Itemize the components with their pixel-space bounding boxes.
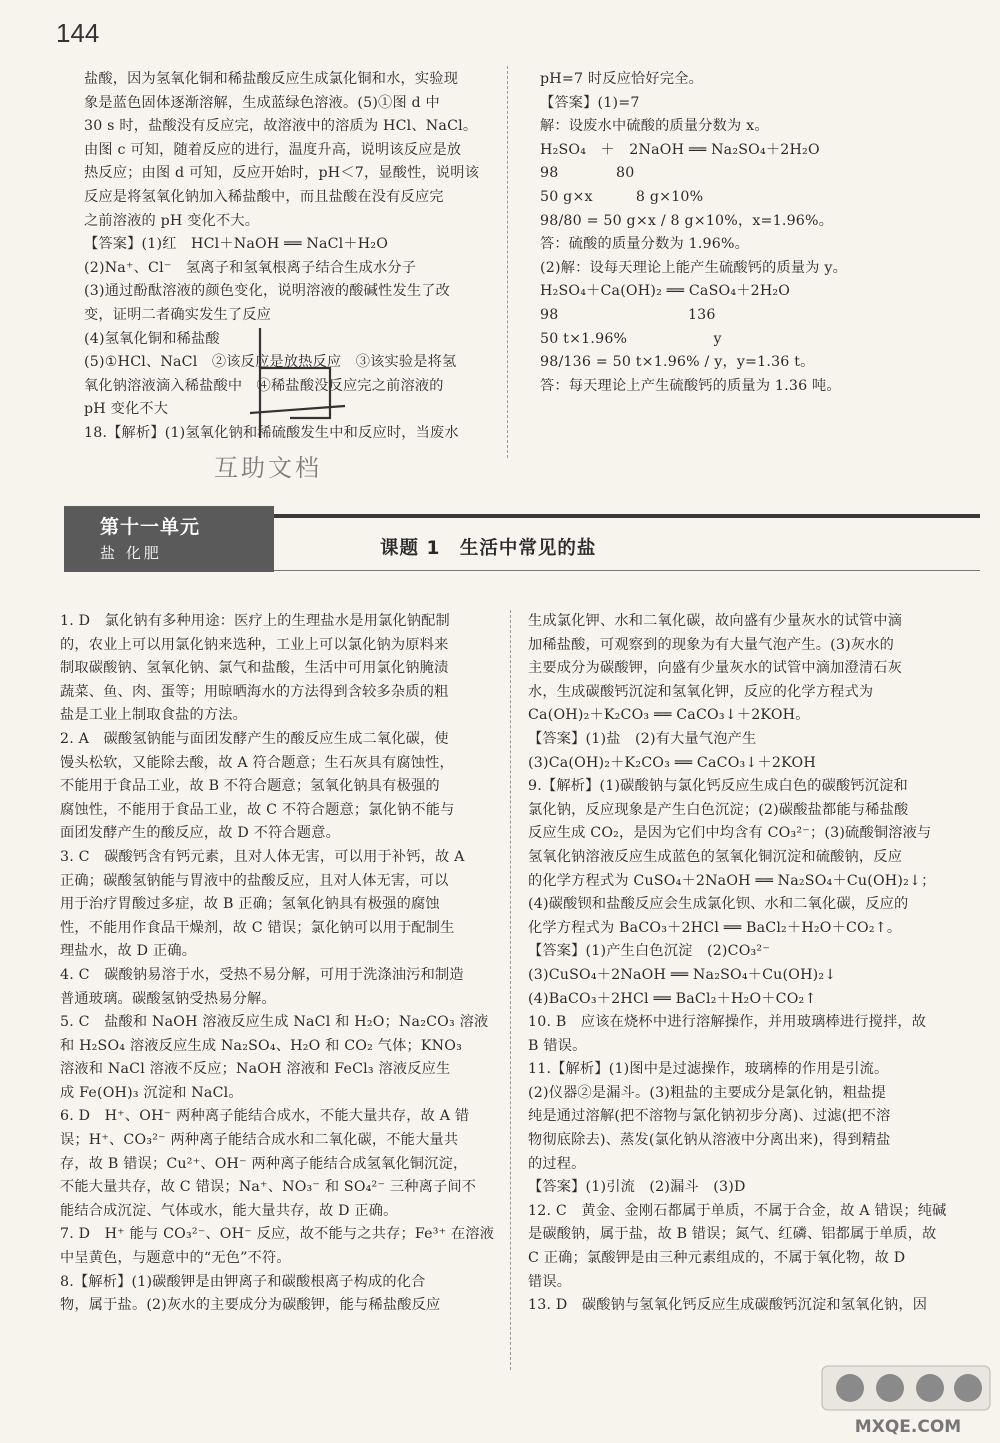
text-line: 8.【解析】(1)碳酸钾是由钾离子和碳酸根离子构成的化合 bbox=[60, 1273, 426, 1290]
text-line: 氯化钠，反应现象是产生白色沉淀；(2)碳酸盐都能与稀盐酸 bbox=[528, 801, 909, 818]
text-line: 9.【解析】(1)碳酸钠与氯化钙反应生成白色的碳酸钙沉淀和 bbox=[528, 778, 908, 795]
text-line: (4)碳酸钡和盐酸反应会生成氯化钡、水和二氧化碳，反应的 bbox=[528, 896, 909, 913]
text-line: 存，故 B 错误；Cu²⁺、OH⁻ 两种离子能结合成氢氧化铜沉淀， bbox=[60, 1155, 468, 1172]
bottom-left-column bbox=[60, 610, 494, 1318]
pen-scribble bbox=[230, 318, 360, 458]
unit-header-box bbox=[64, 506, 274, 572]
text-line: (2)解：设每天理论上能产生硫酸钙的质量为 y。 bbox=[540, 259, 847, 276]
text-line: 盐是工业上制取食盐的方法。 bbox=[60, 707, 248, 724]
text-line: (4)BaCO₃＋2HCl ══ BaCl₂＋H₂O＋CO₂↑ bbox=[528, 990, 817, 1007]
text-line: 错误。 bbox=[528, 1273, 572, 1290]
text-line: 纯是通过溶解(把不溶物与氯化钠初步分离)、过滤(把不溶 bbox=[528, 1108, 891, 1125]
text-line: 98/136 = 50 t×1.96% / y，y=1.36 t。 bbox=[540, 354, 815, 371]
text-line: 的过程。 bbox=[528, 1155, 586, 1172]
text-line: 12. C 黄金、金刚石都属于单质，不属于合金，故 A 错误；纯碱 bbox=[528, 1202, 947, 1219]
text-line: 氧化钠溶液滴入稀盐酸中 ④稀盐酸没反应完之前溶液的 bbox=[84, 377, 444, 394]
text-line: 【答案】(1)=7 bbox=[540, 94, 640, 111]
text-line: 【答案】(1)盐 (2)有大量气泡产生 bbox=[528, 730, 757, 747]
text-line: 【答案】(1)红 HCl＋NaOH ══ NaCl＋H₂O bbox=[84, 236, 389, 253]
text-line: 5. C 盐酸和 NaOH 溶液反应生成 NaCl 和 H₂O；Na₂CO₃ 溶液 bbox=[60, 1014, 489, 1031]
text-line: 2. A 碳酸氢钠能与面团发酵产生的酸反应生成二氧化碳，使 bbox=[60, 730, 449, 747]
text-line: 由图 c 可知，随着反应的进行，温度升高，说明该反应是放 bbox=[84, 141, 462, 158]
text-line: 用于治疗胃酸过多症，故 B 正确；氢氧化钠具有极强的腐蚀 bbox=[60, 896, 440, 913]
text-line: 解：设废水中硫酸的质量分数为 x。 bbox=[540, 118, 769, 135]
text-line: 是碳酸钠，属于盐，故 B 错误；氮气、红磷、铝都属于单质，故 bbox=[528, 1226, 937, 1243]
text-line: 误；H⁺、CO₃²⁻ 两种离子能结合成水和二氧化碳，不能大量共 bbox=[60, 1132, 459, 1149]
text-line: 象是蓝色固体逐渐溶解，生成蓝绿色溶液。(5)①图 d 中 bbox=[84, 94, 440, 111]
text-line: 反应生成 CO₂，是因为它们中均含有 CO₃²⁻；(3)硫酸铜溶液与 bbox=[528, 825, 932, 842]
page-number: 144 bbox=[56, 18, 100, 48]
text-line: 50 t×1.96% y bbox=[540, 330, 722, 347]
text-line: (3)Ca(OH)₂＋K₂CO₃ ══ CaCO₃↓＋2KOH bbox=[528, 754, 816, 771]
text-line: 中呈黄色，与题意中的“无色”不符。 bbox=[60, 1250, 291, 1267]
text-line: 热反应；由图 d 可知，反应开始时，pH＜7，显酸性，说明该 bbox=[84, 165, 480, 182]
text-line: 水，生成碳酸钙沉淀和氢氧化钾，反应的化学方程式为 bbox=[528, 683, 874, 700]
text-line: 答：硫酸的质量分数为 1.96%。 bbox=[540, 236, 750, 253]
text-line: 变，证明二者确实发生了反应 bbox=[84, 306, 272, 323]
text-line: 11.【解析】(1)图中是过滤操作，玻璃棒的作用是引流。 bbox=[528, 1061, 889, 1078]
bottom-right-column bbox=[528, 610, 968, 1318]
text-line: 氢氧化钠溶液反应生成蓝色的氢氧化铜沉淀和硫酸钠，反应 bbox=[528, 848, 903, 865]
text-line: 10. B 应该在烧杯中进行溶解操作，并用玻璃棒进行搅拌，故 bbox=[528, 1014, 927, 1031]
watermark-text: 互助文档 bbox=[214, 454, 322, 482]
text-line: 制取碳酸钠、氢氧化钠、氯气和盐酸，生活中可用氯化钠腌渍 bbox=[60, 660, 449, 677]
text-line: 不能大量共存，故 C 错误；Na⁺、NO₃⁻ 和 SO₄²⁻ 三种离子间不 bbox=[60, 1179, 477, 1196]
text-line: 成 Fe(OH)₃ 沉淀和 NaCl。 bbox=[60, 1084, 243, 1101]
column-divider-bottom bbox=[510, 610, 511, 1370]
text-line: 【答案】(1)引流 (2)漏斗 (3)D bbox=[528, 1179, 746, 1196]
text-line: (5)①HCl、NaCl ②该反应是放热反应 ③该实验是将氢 bbox=[84, 354, 457, 371]
text-line: 的化学方程式为 CuSO₄＋2NaOH ══ Na₂SO₄＋Cu(OH)₂↓； bbox=[528, 872, 936, 889]
text-line: 化学方程式为 BaCO₃＋2HCl ══ BaCl₂＋H₂O＋CO₂↑。 bbox=[528, 919, 902, 936]
text-line: 蔬菜、鱼、肉、蛋等；用晾晒海水的方法得到含较多杂质的粗 bbox=[60, 683, 449, 700]
text-line: Ca(OH)₂＋K₂CO₃ ══ CaCO₃↓＋2KOH。 bbox=[528, 707, 810, 724]
text-line: 答：每天理论上产生硫酸钙的质量为 1.36 吨。 bbox=[540, 377, 841, 394]
text-line: C 正确；氯酸钾是由三种元素组成的，不属于氧化物，故 D bbox=[528, 1250, 906, 1267]
unit-subtitle: 盐 化肥 bbox=[100, 544, 162, 562]
text-line: 性，不能用作食品干燥剂，故 C 错误；氯化钠可以用于配制生 bbox=[60, 919, 455, 936]
unit-title: 第十一单元 bbox=[100, 516, 201, 538]
text-line: 1. D 氯化钠有多种用途：医疗上的生理盐水是用氯化钠配制 bbox=[60, 613, 450, 629]
top-right-column bbox=[540, 68, 970, 398]
text-line: 加稀盐酸，可观察到的现象为有大量气泡产生。(3)灰水的 bbox=[528, 636, 894, 653]
text-line: 30 s 时，盐酸没有反应完，故溶液中的溶质为 HCl、NaCl。 bbox=[84, 118, 478, 135]
text-line: 溶液和 NaCl 溶液不反应；NaOH 溶液和 FeCl₃ 溶液反应生 bbox=[60, 1061, 451, 1078]
text-line: 98 136 bbox=[540, 306, 716, 323]
text-line: B 错误。 bbox=[528, 1037, 587, 1054]
text-line: 13. D 碳酸钠与氢氧化钙反应生成碳酸钙沉淀和氢氧化钠，因 bbox=[528, 1297, 928, 1314]
text-line: (4)氢氧化铜和稀盐酸 bbox=[84, 330, 220, 347]
text-line: (3)通过酚酞溶液的颜色变化，说明溶液的酸碱性发生了改 bbox=[84, 283, 450, 300]
text-line: 盐酸，因为氢氧化铜和稀盐酸反应生成氯化铜和水，实验现 bbox=[84, 71, 459, 87]
text-line: 4. C 碳酸钠易溶于水，受热不易分解，可用于洗涤油污和制造 bbox=[60, 966, 464, 983]
text-line: H₂SO₄ ＋ 2NaOH ══ Na₂SO₄＋2H₂O bbox=[540, 141, 820, 158]
text-line: 面团发酵产生的酸反应，故 D 不符合题意。 bbox=[60, 825, 340, 842]
text-line: 物，属于盐。(2)灰水的主要成分为碳酸钾，能与稀盐酸反应 bbox=[60, 1297, 441, 1314]
text-line: 正确；碳酸氢钠能与胃液中的盐酸反应，且对人体无害，可以 bbox=[60, 872, 449, 889]
text-line: 50 g×x 8 g×10% bbox=[540, 188, 704, 205]
text-line: 98/80 = 50 g×x / 8 g×10%，x=1.96%。 bbox=[540, 212, 834, 229]
text-line: 【答案】(1)产生白色沉淀 (2)CO₃²⁻ bbox=[528, 943, 771, 960]
text-line: 物彻底除去)、蒸发(氯化钠从溶液中分离出来)，得到精盐 bbox=[528, 1132, 891, 1149]
text-line: 主要成分为碳酸钾，向盛有少量灰水的试管中滴加澄清石灰 bbox=[528, 660, 903, 677]
text-line: 之前溶液的 pH 变化不大。 bbox=[84, 212, 260, 229]
text-line: pH 变化不大 bbox=[84, 401, 169, 418]
site-logo bbox=[820, 1362, 995, 1440]
text-line: 98 80 bbox=[540, 165, 635, 182]
text-line: pH=7 时反应恰好完全。 bbox=[540, 71, 703, 87]
text-line: 腐蚀性，不能用于食品工业，故 C 不符合题意；氯化钠不能与 bbox=[60, 801, 455, 818]
header-rule-thin bbox=[274, 570, 980, 571]
column-divider bbox=[507, 66, 508, 458]
text-line: 理盐水，故 D 正确。 bbox=[60, 943, 197, 960]
text-line: 不能用于食品工业，故 B 不符合题意；氢氧化钠具有极强的 bbox=[60, 778, 440, 795]
text-line: 和 H₂SO₄ 溶液反应生成 Na₂SO₄、H₂O 和 CO₂ 气体；KNO₃ bbox=[60, 1037, 463, 1054]
text-line: 生成氯化钾、水和二氧化碳，故向盛有少量灰水的试管中滴 bbox=[528, 613, 903, 629]
lesson-title: 课题 1 生活中常见的盐 bbox=[380, 538, 597, 559]
text-line: (2)仪器②是漏斗。(3)粗盐的主要成分是氯化钠，粗盐提 bbox=[528, 1084, 886, 1101]
text-line: 能结合成沉淀、气体或水，能大量共存，故 D 正确。 bbox=[60, 1202, 398, 1219]
text-line: (2)Na⁺、Cl⁻ 氢离子和氢氧根离子结合生成水分子 bbox=[84, 259, 417, 276]
text-line: 6. D H⁺、OH⁻ 两种离子能结合成水，不能大量共存，故 A 错 bbox=[60, 1108, 470, 1125]
text-line: 的，农业上可以用氯化钠来选种，工业上可以氯化钠为原料来 bbox=[60, 636, 449, 653]
text-line: 馒头松软，又能除去酸，故 A 符合题意；生石灰具有腐蚀性， bbox=[60, 754, 454, 771]
text-line: 反应是将氢氧化钠加入稀盐酸中，而且盐酸在没有反应完 bbox=[84, 188, 444, 205]
logo-text: MXQE.COM bbox=[854, 1417, 962, 1437]
text-line: (3)CuSO₄＋2NaOH ══ Na₂SO₄＋Cu(OH)₂↓ bbox=[528, 966, 837, 983]
text-line: 普通玻璃。碳酸氢钠受热易分解。 bbox=[60, 990, 276, 1007]
text-line: 3. C 碳酸钙含有钙元素，且对人体无害，可以用于补钙，故 A bbox=[60, 848, 465, 865]
text-line: 18.【解析】(1)氢氧化钠和稀硫酸发生中和反应时，当废水 bbox=[84, 424, 459, 441]
text-line: H₂SO₄＋Ca(OH)₂ ══ CaSO₄＋2H₂O bbox=[540, 283, 791, 300]
header-rule bbox=[274, 514, 980, 518]
text-line: 7. D H⁺ 能与 CO₃²⁻、OH⁻ 反应，故不能与之共存；Fe³⁺ 在溶液 bbox=[60, 1226, 494, 1243]
